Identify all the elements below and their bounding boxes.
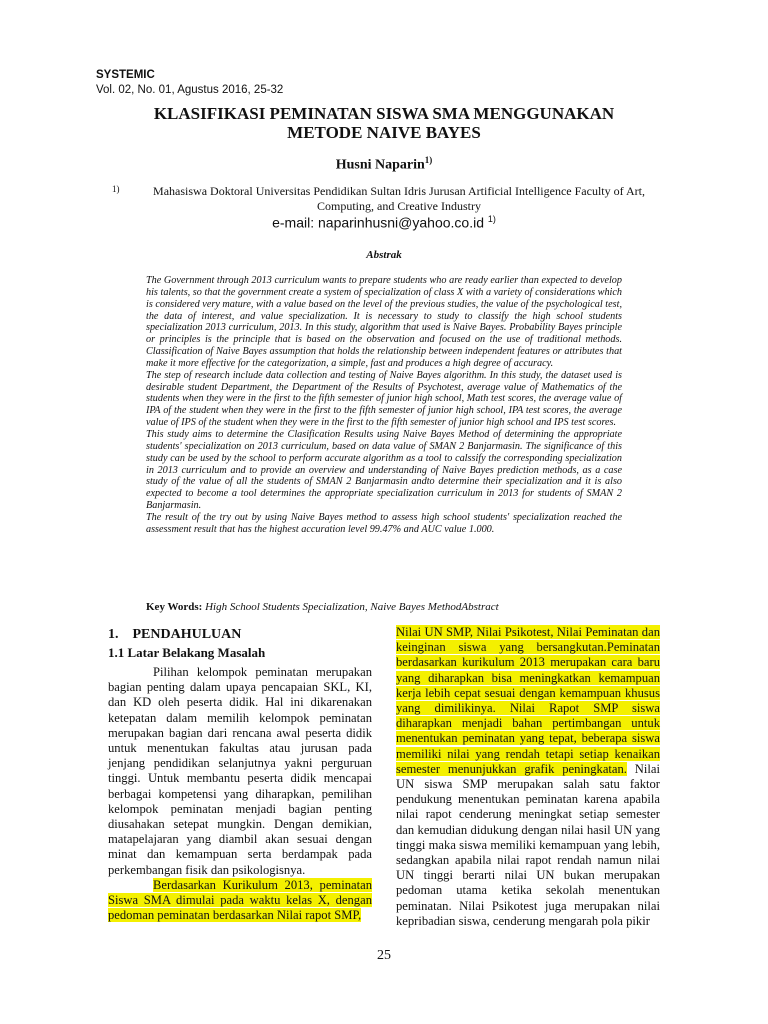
highlight: Berdasarkan Kurikulum 2013, peminatan Siswa SMA dimulai pada waktu kelas X, dengan pedoman peminatan berdasarkan Nilai rapot SMP, (108, 877, 372, 923)
abstract-heading: Abstrak (366, 249, 402, 261)
body-paragraph (396, 625, 660, 929)
journal-volume: Vol. 02, No. 01, Agustus 2016, 25-32 (96, 84, 284, 96)
body-text: Nilai UN siswa SMP merupakan salah satu faktor pendukung menentukan peminatan karena apabila nilai rapot cenderung meningkat setiap semester dan kemudian didukung dengan nilai hasil UN yang tinggi maka siswa memiliki kemampuan yang lebih, sedangkan apabila nilai rapot rendah namun nilai UN tinggi berarti nilai UN bukan merupakan pedoman utama ketika sekolah menentukan peminatan. Nilai Psikotest juga merupakan nilai kepribadian siswa, cenderung mengarah pola pikir (396, 761, 660, 928)
keywords (146, 601, 499, 613)
journal-name: SYSTEMIC (96, 69, 155, 81)
email-sup: 1) (487, 214, 496, 224)
affiliation (112, 184, 672, 214)
body-paragraph: Pilihan kelompok peminatan merupakan bagian penting dalam upaya pencapaian SKL, KI, dan KD oleh peserta didik. Hal ini dikarenakan ketepatan dalam memilih kelompok peminatan merupakan bagian dari rencana awal peserta didik untuk menentukan fakultas atau jurusan pada jenjang pendidikan selanjutnya yakni perguruan tinggi. Untuk membantu peserta didik mencapai berbagai kompetensi yang diharapkan, pemilihan kelompok peminatan menjadi bagian penting diusahakan setepat mungkin. Dengan demikian, matapelajaran yang diambil akan sesuai dengan minat dan kemampuan serta berdampak pada perkembangan fisik dan psikologisnya. (108, 665, 372, 877)
affiliation-sup: 1) (112, 184, 120, 194)
abstract-paragraph: The result of the try out by using Naive Bayes method to assess high school students' specialization reached the assessment result that has the highest accuration level 99.47% and AUC value 1.000. (146, 511, 622, 535)
section-heading: 1. PENDAHULUAN (108, 627, 242, 642)
author-sup: 1) (424, 155, 433, 165)
author-name: Husni Naparin (335, 157, 425, 173)
paper-title-line2: METODE NAIVE BAYES (287, 123, 481, 142)
page-number: 25 (377, 948, 391, 963)
keywords-label: Key Words: (146, 601, 203, 613)
author (0, 155, 768, 174)
body-paragraph-highlighted (108, 878, 372, 924)
paper-title-line1: KLASIFIKASI PEMINATAN SISWA SMA MENGGUNAKAN (153, 104, 615, 123)
email-text: e-mail: naparinhusni@yahoo.co.id (272, 214, 484, 231)
abstract-paragraph: This study aims to determine the Clasification Results using Naive Bayes Method of determining the appropriate students' specialization on 2013 curriculum, based on data value of SMAN 2 Banjarmasin. The significance of this study can be used by the school to perform accurate algorithm as a tool to calssify the corresponding specialization in 2013 curriculum and to provide an overview and understanding of Naive Bayes prediction methods, as a case study of the value of all the students of SMAN 2 Banjarmasin andto determine their specialization and it is also expected to become a tool determines the appropriate specialization curriculum in 2013 for students of SMAN 2 Banjarmasin. (146, 428, 622, 512)
affiliation-text: Mahasiswa Doktoral Universitas Pendidikan Sultan Idris Jurusan Artificial Intelligence Faculty of Art, Computing, and Creative Industry (153, 184, 645, 213)
subsection-heading: 1.1 Latar Belakang Masalah (108, 645, 266, 660)
left-column (108, 667, 372, 923)
email (0, 214, 768, 231)
highlight: Nilai UN SMP, Nilai Psikotest, Nilai Peminatan dan keinginan siswa yang bersangkutan.Peminatan berdasarkan kurikulum 2013 merupakan cara baru yang diharapkan bisa meningkatkan kemampuan kerja lebih cepat sesuai dengan kemampuan khusus yang dimilikinya. Nilai Rapot SMP siswa diharapkan menjadi bahan pertimbangan untuk menentukan peminatan yang tepat, beberapa siswa memiliki nilai yang rendah tetapi setiap kenaikan semester menunjukkan grafik peningkatan. (396, 625, 660, 776)
keywords-text: High School Students Specialization, Naive Bayes MethodAbstract (205, 601, 499, 613)
abstract-paragraph: The Government through 2013 curriculum wants to prepare students who are ready earlier than expected to develop his talents, so that the government create a system of specialization of class X with a variety of considerations which is considered very mature, with a value based on the level of the previous studies, the value of the psychological test, the data of interest, and value specialization. It is necessary to study to classify the high school students specialization 2013 curriculum, 2013. In this study, algorithm that used is Naive Bayes. Probability Bayes principle or principles is the principle that is based on the observation and focused on the use of traditional methods. Classification of Naive Bayes assumption that holds the relationship between independent features or attributes that make it more effective for the categorization, a simple, fast and produces a high degree of accuracy. (146, 275, 622, 369)
abstract-body (146, 275, 622, 536)
right-column (396, 625, 660, 929)
abstract-paragraph: The step of research include data collection and testing of Naive Bayes algorithm. In this study, the dataset used is desirable student Department, the Department of the Results of Psychotest, average value of Mathematics of the students when they were in the first to the fifth semester of junior high school, Math test scores, the average value of IPA of the student when they were in the first to the fifth semester of junior high school, IPA test scores, the average value of IPS of the student when they were in the first to the fifth semester of junior high school and IPS test scores. (146, 369, 622, 429)
